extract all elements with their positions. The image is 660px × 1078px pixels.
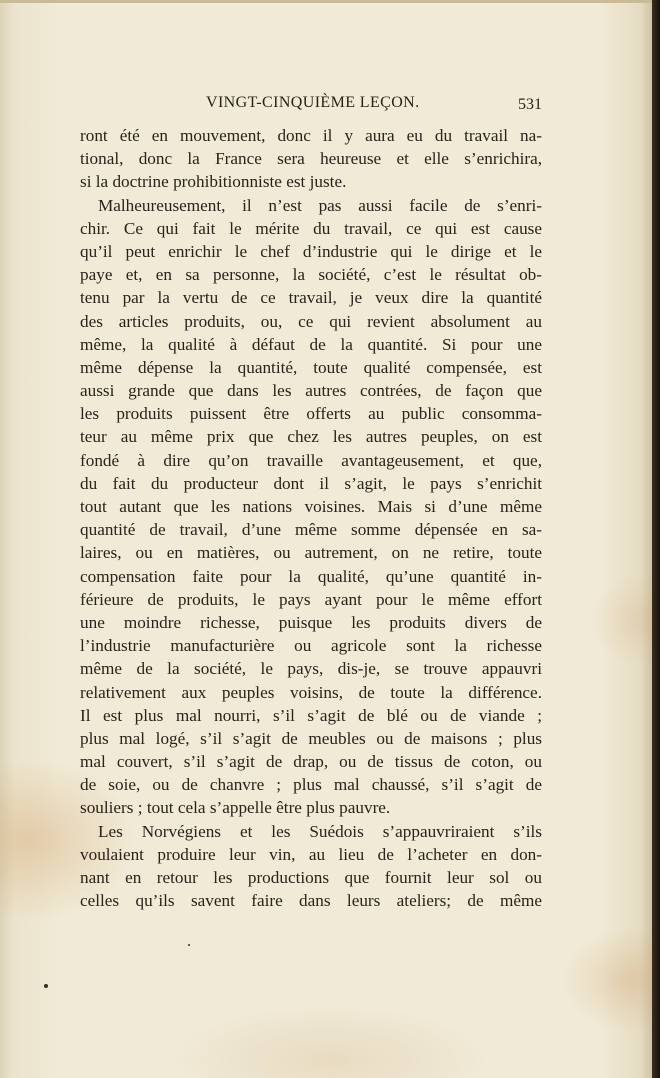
text-line: du fait du producteur dont il s’agit, le pays s’enrichit [80, 473, 542, 493]
text-line: aussi grande que dans les autres contrées, de façon que [80, 381, 542, 401]
page-top-edge [0, 0, 660, 3]
text-line: Les Norvégiens et les Suédois s’appauvriraient s’ils [98, 821, 542, 841]
page-header [80, 94, 542, 120]
text-line: des articles produits, ou, ce qui revient absolument au [80, 311, 542, 331]
text-line: plus mal logé, s’il s’agit de meubles ou de maisons ; plus [80, 728, 542, 748]
text-line: même dépense la quantité, toute qualité compensée, est [80, 357, 542, 377]
text-line: Il est plus mal nourri, s’il s’agit de blé ou de viande ; [80, 705, 542, 725]
ink-speck [44, 984, 48, 988]
text-line: compensation faite pour la qualité, qu’une quantité in- [80, 566, 542, 586]
text-line: de soie, ou de chanvre ; plus mal chaussé, s’il s’agit de [80, 775, 542, 795]
text-line: ront été en mouvement, donc il y aura eu du travail na- [80, 126, 542, 145]
text-line: tout autant que les nations voisines. Mais si d’une même [80, 497, 542, 516]
text-line: même, la qualité à défaut de la quantité. Si pour une [80, 334, 542, 354]
page-number: 531 [518, 96, 542, 113]
text-line: Malheureusement, il n’est pas aussi facile de s’enri- [98, 195, 542, 215]
text-line: souliers ; tout cela s’appelle être plus pauvre. [80, 798, 391, 818]
text-line: celles qu’ils savent faire dans leurs ateliers; de même [80, 891, 542, 911]
text-line: l’industrie manufacturière ou agricole sont la richesse [80, 636, 542, 656]
text-line: voulaient produire leur vin, au lieu de l’acheter en don- [80, 844, 542, 864]
text-line: qu’il peut enrichir le chef d’industrie qui le dirige et le [80, 241, 542, 261]
running-title: VINGT-CINQUIÈME LEÇON. [206, 94, 420, 111]
text-line: une moindre richesse, puisque les produits divers de [80, 612, 542, 632]
text-line: fondé à dire qu’on travaille avantageusement, et que, [80, 450, 542, 470]
text-line: laires, ou en matières, ou autrement, on ne retire, toute [80, 543, 542, 563]
body-text [80, 124, 542, 912]
text-line: les produits puissent être offerts au public consomma- [80, 404, 542, 424]
text-line: chir. Ce qui fait le mérite du travail, ce qui est cause [80, 218, 542, 238]
text-line: férieure de produits, le pays ayant pour le même effort [80, 589, 542, 609]
text-line: tenu par la vertu de ce travail, je veux dire la quantité [80, 288, 542, 308]
text-line: mal couvert, s’il s’agit de drap, ou de tissus de coton, ou [80, 752, 542, 772]
text-line: tional, donc la France sera heureuse et elle s’enrichira, [80, 149, 542, 169]
text-line: paye et, en sa personne, la société, c’est le résultat ob- [80, 265, 542, 285]
text-line: relativement aux peuples voisins, de toute la différence. [80, 682, 542, 702]
text-line: quantité de travail, d’une même somme dépensée en sa- [80, 520, 542, 540]
ink-speck [188, 944, 190, 946]
text-line: nant en retour les productions que fournit leur sol ou [80, 868, 542, 887]
text-line: si la doctrine prohibitionniste est juste. [80, 172, 347, 192]
page-binding-edge [652, 0, 660, 1078]
text-line: teur au même prix que chez les autres peuples, on est [80, 427, 542, 447]
text-line: même de la société, le pays, dis-je, se trouve appauvri [80, 659, 542, 679]
